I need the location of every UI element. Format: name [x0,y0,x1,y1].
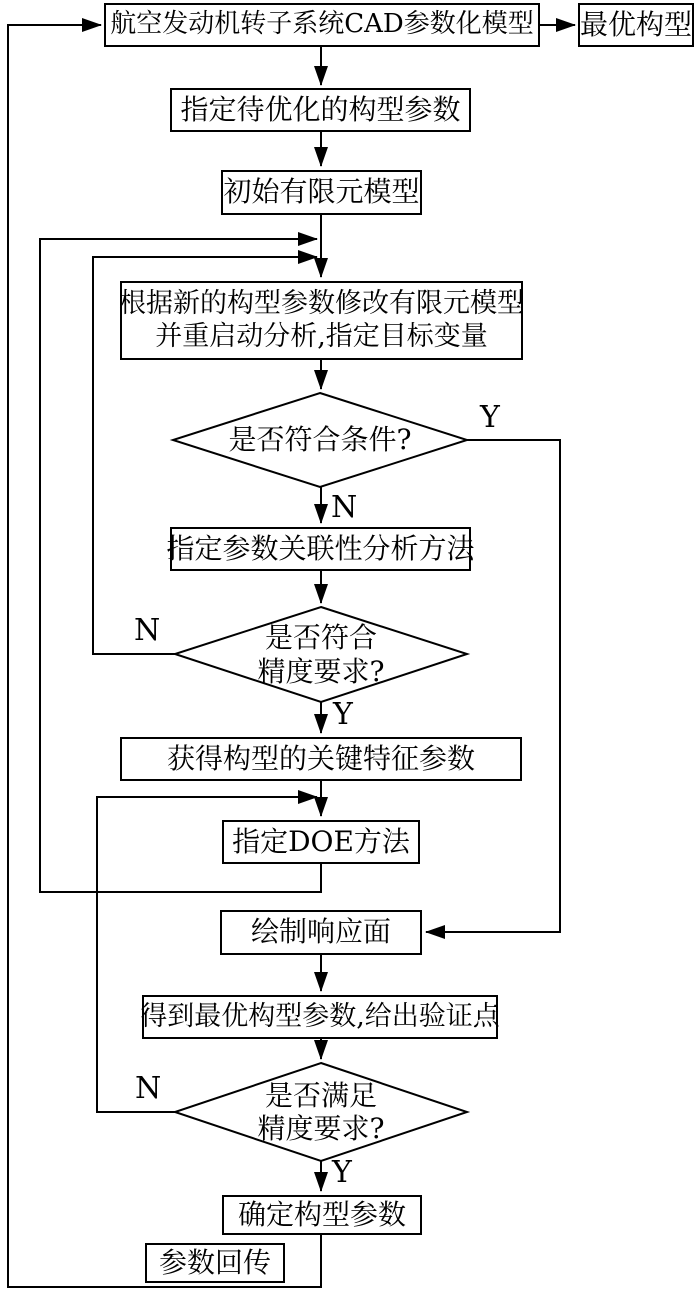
node-key-feature-params [120,737,522,781]
node-cad-parametric-model-label: 航空发动机转子系统CAD参数化模型 [110,9,534,40]
node-modify-fem-model-line2: 并重启动分析,指定目标变量 [155,320,488,352]
branch-label-condition-no: N [331,490,358,525]
node-modify-fem-model-line1: 根据新的构型参数修改有限元模型 [119,287,524,319]
decision-accuracy-2-line1: 是否满足 [264,1078,377,1112]
node-response-surface [220,910,422,955]
node-optimal-configuration [578,3,694,47]
branch-label-condition-yes: Y [480,400,500,435]
node-correlation-analysis-method [166,527,475,571]
node-optimal-params-verification [142,995,498,1039]
node-key-feature-params-label: 获得构型的关键特征参数 [166,741,475,775]
node-specify-optimization-params [170,88,471,132]
decision-accuracy-2-text [175,1063,467,1161]
node-parameter-return-label: 参数回传 [158,1245,271,1279]
node-parameter-return [145,1243,285,1283]
node-response-surface-label: 绘制响应面 [250,915,391,949]
decision-condition-text [173,393,467,487]
node-optimal-params-verification-label: 得到最优构型参数,给出验证点 [140,1000,500,1032]
node-initial-fem-model-label: 初始有限元模型 [223,175,420,209]
node-correlation-analysis-method-label: 指定参数关联性分析方法 [166,531,475,565]
node-confirm-configuration-params [222,1195,422,1235]
decision-condition-label: 是否符合条件? [228,423,412,457]
node-cad-parametric-model [104,3,540,47]
node-doe-method-label: 指定DOE方法 [232,824,410,858]
branch-label-accuracy1-yes: Y [333,697,353,732]
decision-accuracy-1-line2: 精度要求? [257,654,385,688]
decision-accuracy-1-line1: 是否符合 [264,621,377,655]
branch-label-accuracy1-no: N [134,613,161,648]
decision-accuracy-2-line2: 精度要求? [257,1112,385,1145]
node-initial-fem-model [221,170,422,215]
branch-label-accuracy2-no: N [135,1071,162,1106]
node-optimal-configuration-label: 最优构型 [580,7,693,41]
node-doe-method [222,820,420,864]
decision-accuracy-1-text [175,607,467,702]
node-confirm-configuration-params-label: 确定构型参数 [237,1197,406,1231]
branch-label-accuracy2-yes: Y [332,1155,352,1190]
node-specify-optimization-params-label: 指定待优化的构型参数 [180,92,461,126]
node-modify-fem-model [120,281,523,360]
